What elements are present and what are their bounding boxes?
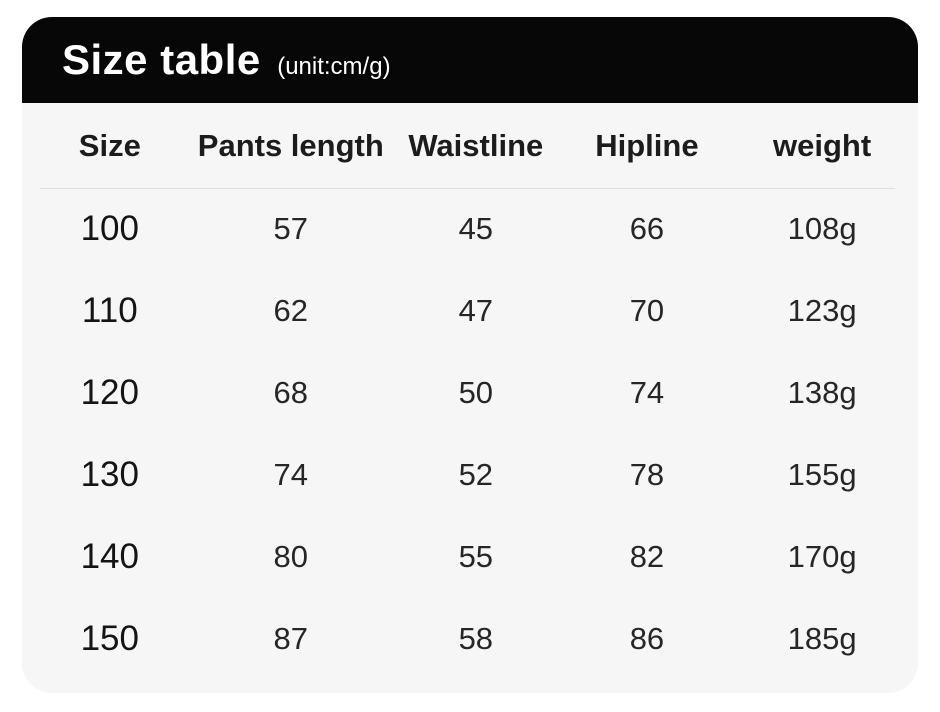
page-title: Size table (62, 36, 261, 83)
weight-cell: 138g (787, 375, 857, 410)
size-cell: 140 (80, 537, 139, 576)
column-header-pants-length: Pants length (197, 127, 384, 163)
header-divider (40, 188, 895, 189)
table-row (22, 270, 918, 352)
column-header-size: Size (78, 127, 141, 163)
size-cell: 130 (80, 455, 139, 494)
weight-cell: 108g (787, 211, 857, 246)
waistline-cell: 47 (458, 293, 494, 328)
size-table-header (22, 17, 918, 103)
weight-cell: 170g (787, 539, 857, 574)
hipline-cell: 82 (629, 539, 665, 574)
size-cell: 110 (81, 291, 138, 330)
table-header-row (22, 103, 918, 188)
waistline-cell: 50 (458, 375, 494, 410)
pants-length-cell: 68 (273, 375, 309, 410)
pants-length-cell: 74 (273, 457, 309, 492)
column-header-waistline: Waistline (408, 127, 544, 163)
table-row (22, 434, 918, 516)
table-row (22, 516, 918, 598)
weight-cell: 185g (787, 621, 857, 656)
size-table (22, 103, 918, 680)
weight-cell: 123g (787, 293, 857, 328)
hipline-cell: 74 (629, 375, 665, 410)
hipline-cell: 70 (629, 293, 665, 328)
column-header-hipline: Hipline (595, 127, 699, 163)
size-cell: 100 (80, 209, 139, 248)
hipline-cell: 78 (629, 457, 665, 492)
table-row (22, 598, 918, 680)
table-row (22, 352, 918, 434)
waistline-cell: 55 (458, 539, 494, 574)
pants-length-cell: 57 (273, 211, 309, 246)
pants-length-cell: 80 (273, 539, 309, 574)
unit-label: (unit:cm/g) (277, 53, 391, 80)
pants-length-cell: 62 (273, 293, 309, 328)
hipline-cell: 86 (629, 621, 665, 656)
pants-length-cell: 87 (273, 621, 309, 656)
table-row (22, 188, 918, 270)
waistline-cell: 52 (458, 457, 494, 492)
column-header-weight: weight (773, 127, 872, 163)
size-table-panel (22, 17, 918, 693)
hipline-cell: 66 (629, 211, 665, 246)
waistline-cell: 58 (458, 621, 494, 656)
weight-cell: 155g (787, 457, 857, 492)
size-cell: 120 (80, 373, 139, 412)
waistline-cell: 45 (458, 211, 494, 246)
size-cell: 150 (80, 619, 139, 658)
